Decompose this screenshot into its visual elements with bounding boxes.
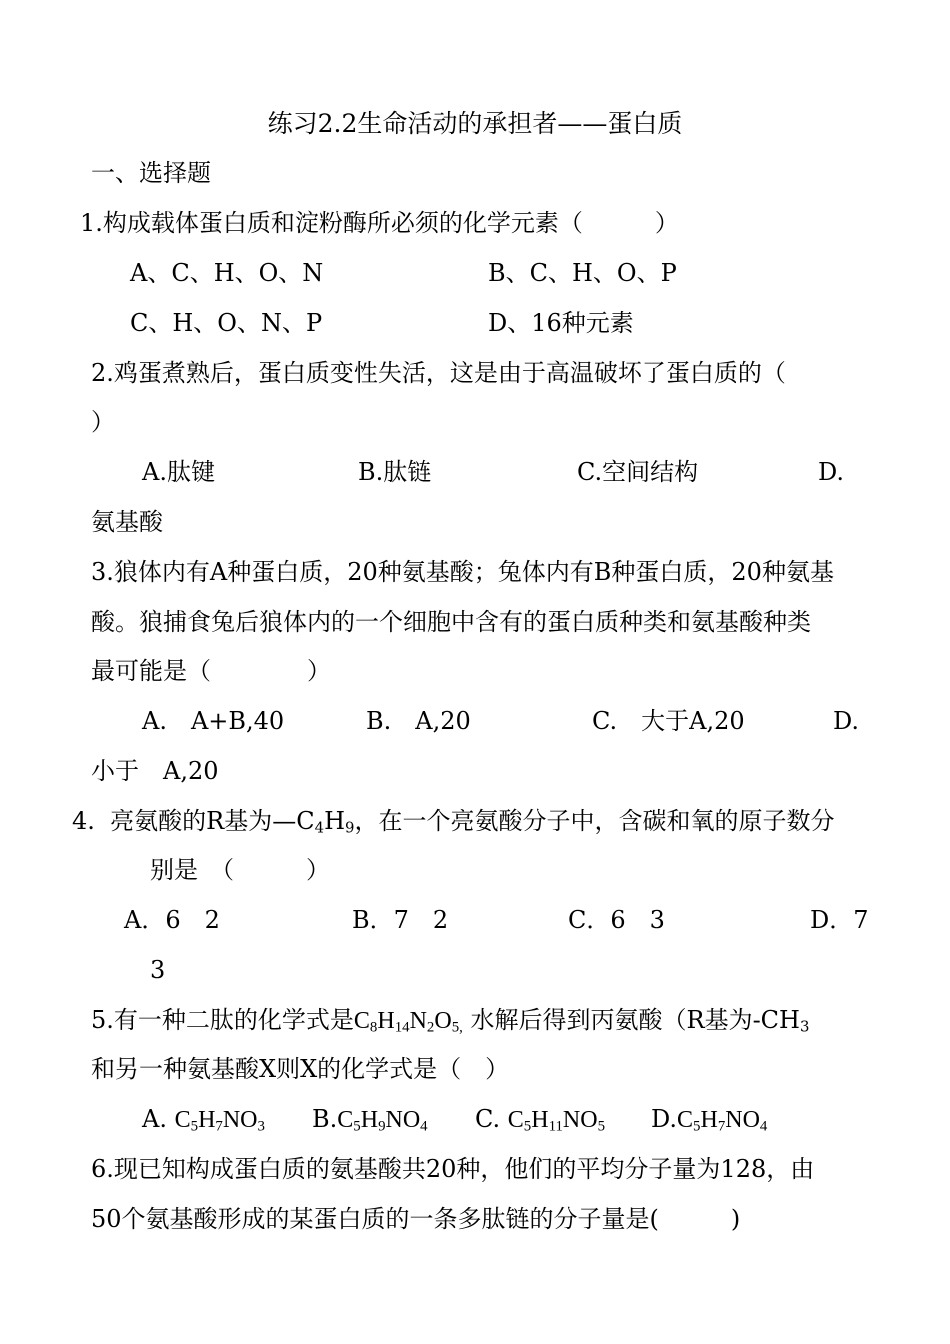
question-3-option-d-continued: 小于 A,20 (91, 757, 219, 785)
question-2-option-b: B.肽链 (358, 458, 432, 486)
question-2-option-d-continued: 氨基酸 (91, 508, 163, 536)
question-2-option-c: C.空间结构 (577, 458, 699, 486)
question-3-option-a: A. A+B,40 (142, 707, 285, 735)
question-4-option-d: D．7 (810, 906, 869, 934)
question-5-stem-a: 5.有一种二肽的化学式是 (91, 1006, 354, 1034)
question-4-option-c: C．6 3 (568, 906, 665, 934)
question-5-option-b: $B.C_5H_9NO_4$ (312, 1105, 428, 1135)
question-3-option-d: D. (833, 707, 860, 735)
question-1-option-a: A、C、H、O、N (130, 259, 324, 287)
question-1-option-d: D、16种元素 (488, 309, 634, 337)
question-4-option-d-continued: 3 (150, 956, 166, 984)
question-3-stem-line-3: 最可能是（ ） (91, 657, 331, 685)
section-heading: 一、选择题 (91, 159, 211, 187)
question-5-stem-b-sub: 3 (799, 1017, 810, 1036)
question-4-option-b: B．7 2 (352, 906, 449, 934)
question-4-option-a: A．6 2 (124, 906, 220, 934)
question-4-stem (72, 806, 834, 836)
question-3-option-c: C. 大于A,20 (592, 707, 745, 735)
question-5-stem-continued: 和另一种氨基酸X则X的化学式是（ ） (91, 1055, 510, 1083)
question-5-stem-b: 水解后得到丙氨酸（R基为-CH (470, 1006, 800, 1034)
question-1-option-b: B、C、H、O、P (488, 259, 677, 287)
question-1-stem: 1.构成载体蛋白质和淀粉酶所必须的化学元素（ ） (80, 209, 679, 237)
question-1-option-c: C、H、O、N、P (130, 309, 323, 337)
question-4-stem-c: ，在一个亮氨酸分子中，含碳和氧的原子数分 (354, 807, 835, 835)
question-5-option-a: A. $C_5H_7NO_3$ (142, 1105, 265, 1135)
question-2-option-d: D. (818, 458, 845, 486)
question-5-option-c: C. $C_5H_{11}NO_5$ (475, 1105, 606, 1135)
page-title: 练习2.2生命活动的承担者——蛋白质 (267, 109, 683, 138)
question-4-stem-a: 亮氨酸的R基为—C (110, 807, 315, 835)
question-5-formula: $C_8H_{14}N_2O_{5,}$ (353, 1008, 463, 1036)
question-5-option-d: $D.C_5H_7NO_4$ (651, 1105, 768, 1135)
question-6-stem-line-1: 6.现已知构成蛋白质的氨基酸共20种，他们的平均分子量为128，由 (91, 1155, 815, 1183)
question-2-stem: 2.鸡蛋煮熟后，蛋白质变性失活，这是由于高温破坏了蛋白质的（ (91, 359, 786, 387)
question-6-stem-line-2: 50个氨基酸形成的某蛋白质的一条多肽链的分子量是( ) (91, 1205, 741, 1233)
question-5-stem (91, 1005, 809, 1036)
question-2-stem-continued: ） (91, 408, 115, 436)
question-4-sub-2: 9 (345, 818, 355, 837)
question-3-option-b: B. A,20 (366, 707, 471, 735)
question-4-sub-1: 4 (314, 818, 325, 837)
question-4-stem-b: H (324, 807, 346, 835)
question-2-option-a: A.肽键 (142, 458, 215, 486)
question-3-stem-line-1: 3.狼体内有A种蛋白质，20种氨基酸；兔体内有B种蛋白质，20种氨基 (91, 558, 834, 586)
question-4-stem-continued: 别是 （ ） (150, 856, 330, 884)
question-3-stem-line-2: 酸。狼捕食兔后狼体内的一个细胞中含有的蛋白质种类和氨基酸种类 (91, 608, 811, 636)
question-4-number: 4. (72, 807, 95, 835)
